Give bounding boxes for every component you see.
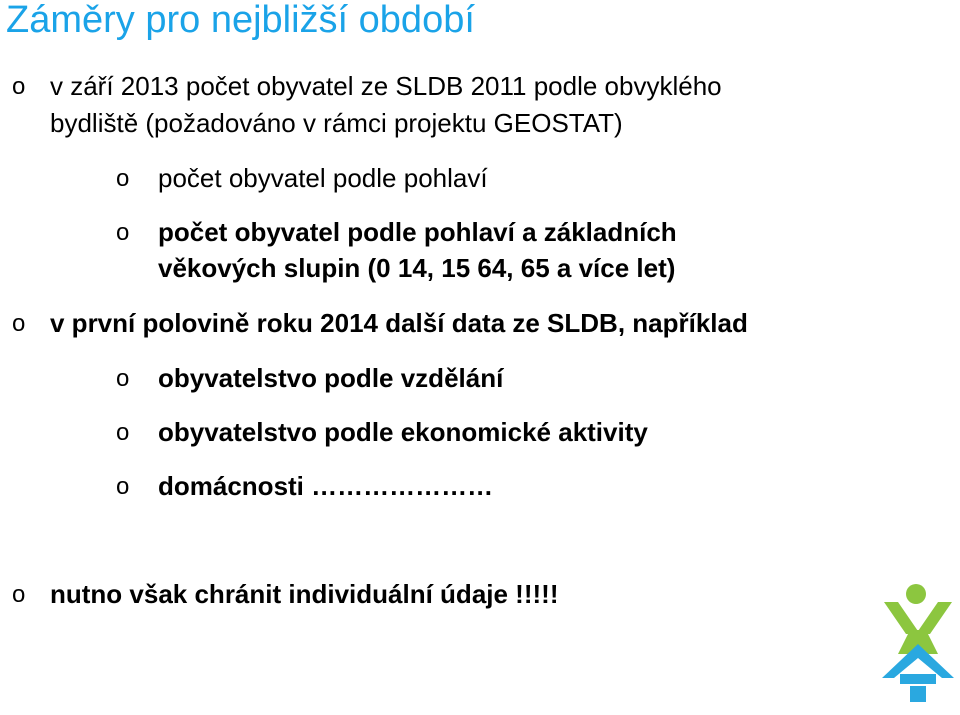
list-item-line: bydliště (požadováno v rámci projektu GEOSTAT) — [50, 108, 623, 138]
list-item-gender-age — [0, 216, 960, 288]
list-item-protect-data — [0, 578, 860, 614]
list-item-households — [0, 470, 960, 506]
list-item-line: v první polovině roku 2014 další data ze SLDB, například — [50, 308, 748, 338]
list-item-line: domácnosti ………………… — [158, 471, 494, 501]
list-item-geostat — [0, 70, 960, 140]
bullet-icon: o — [116, 365, 130, 392]
list-item-education — [0, 362, 960, 398]
list-item-line: počet obyvatel podle pohlaví — [158, 163, 488, 193]
list-item-line: obyvatelstvo podle ekonomické aktivity — [158, 417, 648, 447]
bullet-icon: o — [12, 581, 26, 608]
list-item-line: věkových slupin (0 14, 15 64, 65 a více let) — [158, 253, 676, 283]
bullet-icon: o — [12, 310, 26, 337]
list-item-line: v září 2013 počet obyvatel ze SLDB 2011 podle obvyklého — [50, 71, 722, 101]
person-house-logo-icon — [880, 582, 958, 712]
list-item-line: počet obyvatel podle pohlaví a základních — [158, 217, 677, 247]
list-item-line: nutno však chránit individuální údaje !!!!! — [50, 579, 559, 609]
list-item-2014-data — [0, 307, 960, 343]
bullet-icon: o — [116, 219, 130, 246]
bullet-icon: o — [116, 473, 130, 500]
bullet-icon: o — [12, 73, 26, 100]
list-item-economic-activity — [0, 416, 960, 452]
bullet-icon: o — [116, 165, 130, 192]
list-item-line: obyvatelstvo podle vzdělání — [158, 363, 504, 393]
bullet-icon: o — [116, 419, 130, 446]
page-title: Záměry pro nejbližší období — [6, 0, 475, 41]
list-item-gender — [0, 162, 960, 198]
